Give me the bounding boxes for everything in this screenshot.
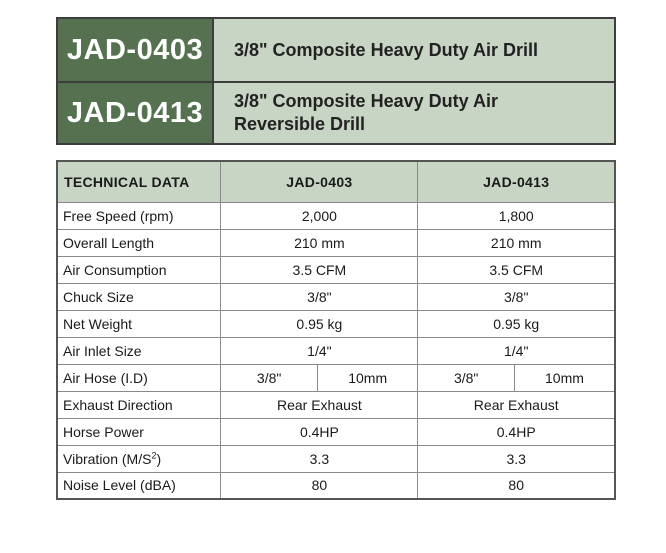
- table-row: [57, 364, 615, 391]
- header-technical-data: TECHNICAL DATA: [57, 161, 221, 202]
- table-row: [57, 229, 615, 256]
- cell-value-mm: 10mm: [317, 364, 418, 391]
- product-code: JAD-0403: [58, 19, 212, 81]
- product-row: [58, 83, 614, 143]
- product-code: JAD-0413: [58, 83, 212, 143]
- row-label: Chuck Size: [57, 283, 221, 310]
- cell-value: 1/4": [221, 337, 418, 364]
- table-row: [57, 418, 615, 445]
- row-label: Air Consumption: [57, 256, 221, 283]
- cell-value: 0.4HP: [418, 418, 615, 445]
- cell-value: Rear Exhaust: [418, 391, 615, 418]
- row-label: Exhaust Direction: [57, 391, 221, 418]
- cell-value: 3.5 CFM: [221, 256, 418, 283]
- product-header: [56, 17, 616, 145]
- table-row: [57, 445, 615, 472]
- table-row: [57, 337, 615, 364]
- row-label: Air Hose (I.D): [57, 364, 221, 391]
- product-name: 3/8" Composite Heavy Duty Air Reversible Drill: [212, 83, 614, 143]
- row-label: Free Speed (rpm): [57, 202, 221, 229]
- header-col-2: JAD-0413: [418, 161, 615, 202]
- row-label: Overall Length: [57, 229, 221, 256]
- product-name: 3/8" Composite Heavy Duty Air Drill: [212, 19, 614, 81]
- cell-value-inch: 3/8": [221, 364, 318, 391]
- cell-value: 3.5 CFM: [418, 256, 615, 283]
- cell-value: 80: [221, 472, 418, 499]
- cell-value: Rear Exhaust: [221, 391, 418, 418]
- table-row: [57, 202, 615, 229]
- header-col-1: JAD-0403: [221, 161, 418, 202]
- cell-value: 1/4": [418, 337, 615, 364]
- cell-value: 3.3: [221, 445, 418, 472]
- cell-value: 0.4HP: [221, 418, 418, 445]
- cell-value: 3/8": [221, 283, 418, 310]
- cell-value: 210 mm: [221, 229, 418, 256]
- cell-value-mm: 10mm: [514, 364, 615, 391]
- cell-value: 3/8": [418, 283, 615, 310]
- table-row: [57, 472, 615, 499]
- cell-value: 3.3: [418, 445, 615, 472]
- cell-value-inch: 3/8": [418, 364, 515, 391]
- cell-value: 0.95 kg: [418, 310, 615, 337]
- row-label: Noise Level (dBA): [57, 472, 221, 499]
- table-row: [57, 310, 615, 337]
- cell-value: 1,800: [418, 202, 615, 229]
- table-row: [57, 283, 615, 310]
- table-header-row: [57, 161, 615, 202]
- row-label: Horse Power: [57, 418, 221, 445]
- cell-value: 80: [418, 472, 615, 499]
- row-label: Air Inlet Size: [57, 337, 221, 364]
- table-row: [57, 391, 615, 418]
- product-row: [58, 19, 614, 81]
- row-label: Net Weight: [57, 310, 221, 337]
- cell-value: 0.95 kg: [221, 310, 418, 337]
- table-row: [57, 256, 615, 283]
- cell-value: 210 mm: [418, 229, 615, 256]
- cell-value: 2,000: [221, 202, 418, 229]
- row-label: Vibration $(M/S^2)$: [57, 445, 221, 472]
- technical-data-table: [56, 160, 616, 500]
